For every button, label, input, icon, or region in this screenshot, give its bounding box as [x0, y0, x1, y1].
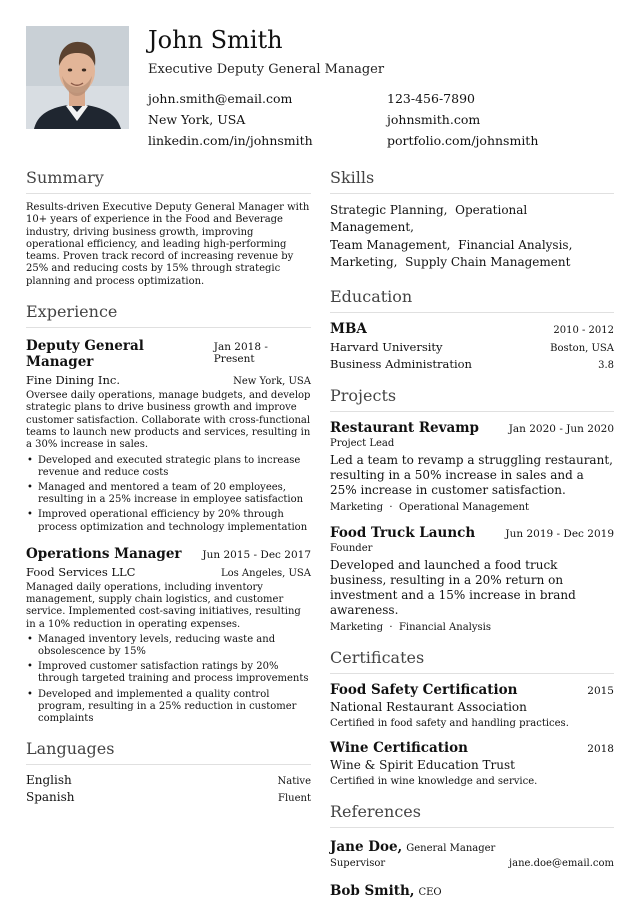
skill-item: Team Management,: [330, 237, 451, 252]
list-item: • Managed and mentored a team of 20 employees, resulting in a 25% increase in employee satisfaction: [26, 482, 311, 506]
certificate-name: Food Safety Certification: [330, 681, 518, 698]
certificate-issuer: National Restaurant Association: [330, 699, 527, 714]
reference-item: [330, 836, 614, 870]
reference-position: CEO: [418, 886, 442, 898]
experience-heading: Experience: [26, 302, 311, 328]
projects-heading: Projects: [330, 386, 614, 412]
contact-phone[interactable]: 123-456-7890: [387, 91, 475, 106]
experience-item: [26, 546, 311, 726]
project-item: [330, 420, 614, 513]
reference-name: Jane Doe,: [330, 838, 403, 855]
summary-section: [26, 168, 311, 288]
education-school: Harvard University: [330, 339, 443, 354]
reference-email[interactable]: jane.doe@email.com: [509, 857, 614, 869]
skill-item: Financial Analysis,: [458, 237, 573, 252]
candidate-name: John Smith: [148, 26, 283, 54]
certificate-year: 2018: [587, 742, 614, 755]
experience-item: [26, 338, 311, 534]
project-tag: Marketing: [330, 501, 384, 513]
project-description: Developed and launched a food truck business, resulting in a 20% return on investment and a 15% increase in brand awareness.: [330, 557, 576, 617]
project-date: Jun 2019 - Dec 2019: [505, 527, 614, 540]
tag-separator: ·: [389, 621, 393, 633]
language-level: Fluent: [278, 793, 311, 805]
list-item: • Developed and implemented a quality control program, resulting in a 25% reduction in customer complaints: [26, 689, 311, 726]
language-name: Spanish: [26, 790, 75, 805]
languages-section: [26, 739, 311, 804]
project-description: Led a team to revamp a struggling restaurant, resulting in a 50% increase in sales and a 25% increase in customer satisfaction.: [330, 452, 613, 497]
education-location: Boston, USA: [550, 342, 614, 354]
skills-section: [330, 168, 614, 272]
job-title: Operations Manager: [26, 545, 182, 562]
skills-heading: Skills: [330, 168, 614, 194]
contact-website[interactable]: johnsmith.com: [387, 112, 481, 127]
skill-item: Strategic Planning,: [330, 203, 448, 217]
tag-separator: ·: [389, 501, 393, 513]
job-date: Jun 2015 - Dec 2017: [202, 548, 311, 561]
list-item: • Improved customer satisfaction ratings by 20% through targeted training and process improvements: [26, 661, 311, 685]
references-section: [330, 802, 614, 899]
education-section: [330, 287, 614, 371]
certificate-issuer: Wine & Spirit Education Trust: [330, 757, 515, 772]
right-column: [330, 168, 614, 899]
education-degree: MBA: [330, 320, 367, 337]
reference-name: Bob Smith,: [330, 882, 415, 899]
project-tag: Marketing: [330, 621, 384, 633]
contact-location: New York, USA: [148, 112, 246, 127]
project-tag: Operational Management: [398, 501, 529, 513]
experience-section: [26, 302, 311, 725]
language-row: [26, 773, 311, 787]
job-company: Food Services LLC: [26, 564, 136, 579]
candidate-headline: Executive Deputy General Manager: [148, 62, 385, 77]
education-date: 2010 - 2012: [553, 324, 614, 336]
reference-position: General Manager: [406, 842, 496, 854]
projects-section: [330, 386, 614, 633]
list-item: • Improved operational efficiency by 20% through process optimization and technology implementation: [26, 509, 311, 533]
project-name: Food Truck Launch: [330, 524, 476, 541]
reference-item: [330, 880, 614, 899]
education-gpa: 3.8: [598, 359, 614, 371]
list-item: • Developed and executed strategic plans to increase revenue and reduce costs: [26, 455, 311, 479]
contact-linkedin[interactable]: linkedin.com/in/johnsmith: [148, 133, 313, 148]
job-achievements: [26, 634, 311, 725]
certificate-description: Certified in food safety and handling practices.: [330, 717, 569, 729]
project-tags: [330, 622, 614, 633]
list-item: • Managed inventory levels, reducing waste and obsolescence by 15%: [26, 634, 311, 658]
project-role: Founder: [330, 542, 373, 554]
contact-email[interactable]: john.smith@email.com: [148, 91, 293, 106]
language-name: English: [26, 773, 72, 788]
profile-photo-illustration: [26, 26, 129, 129]
project-item: [330, 525, 614, 633]
certificate-name: Wine Certification: [330, 739, 468, 756]
certificate-item: [330, 682, 614, 729]
certificate-item: [330, 740, 614, 787]
project-name: Restaurant Revamp: [330, 419, 479, 436]
project-role: Project Lead: [330, 437, 395, 449]
certificates-section: [330, 648, 614, 787]
job-description: Managed daily operations, including inventory management, supply chain logistics, and customer service. Implemented cost-saving initiatives, resulting in a 10% reduction in operating expenses.: [26, 581, 301, 630]
reference-relation: Supervisor: [330, 857, 386, 869]
job-company: Fine Dining Inc.: [26, 373, 120, 388]
profile-photo: [26, 26, 129, 129]
job-title: Deputy General Manager: [26, 338, 144, 371]
languages-heading: Languages: [26, 739, 311, 765]
language-level: Native: [277, 776, 311, 788]
education-heading: Education: [330, 287, 614, 313]
language-row: [26, 790, 311, 804]
job-location: New York, USA: [233, 376, 311, 388]
skill-item: Marketing,: [330, 255, 398, 270]
job-achievements: [26, 455, 311, 534]
skill-item: Operational Management,: [330, 203, 528, 235]
summary-heading: Summary: [26, 168, 311, 194]
certificate-year: 2015: [587, 684, 614, 697]
project-date: Jan 2020 - Jun 2020: [508, 422, 614, 435]
contact-portfolio[interactable]: portfolio.com/johnsmith: [387, 133, 539, 148]
skill-item: Supply Chain Management: [405, 255, 571, 270]
certificates-heading: Certificates: [330, 648, 614, 674]
certificate-description: Certified in wine knowledge and service.: [330, 775, 538, 787]
job-date: Jan 2018 - Present: [213, 341, 268, 366]
education-field: Business Administration: [330, 356, 472, 371]
project-tag: Financial Analysis: [398, 621, 491, 633]
project-tags: [330, 502, 614, 513]
job-location: Los Angeles, USA: [220, 567, 311, 579]
left-column: [26, 168, 311, 804]
summary-text: Results-driven Executive Deputy General Manager with 10+ years of experience in the Food and Beverage industry, driving business growth, improving operational efficiency, and leading high-performing teams. Proven track record of increasing revenue by 25% and reducing costs by 15% through strategic planning and process optimization.: [26, 202, 310, 287]
job-description: Oversee daily operations, manage budgets, and develop strategic plans to drive business growth and improve customer satisfaction. Collaborate with cross-functional teams to launch new products and services, resulting in a 30% increase in sales.: [26, 390, 311, 451]
references-heading: References: [330, 802, 614, 828]
skills-list: [330, 202, 614, 272]
